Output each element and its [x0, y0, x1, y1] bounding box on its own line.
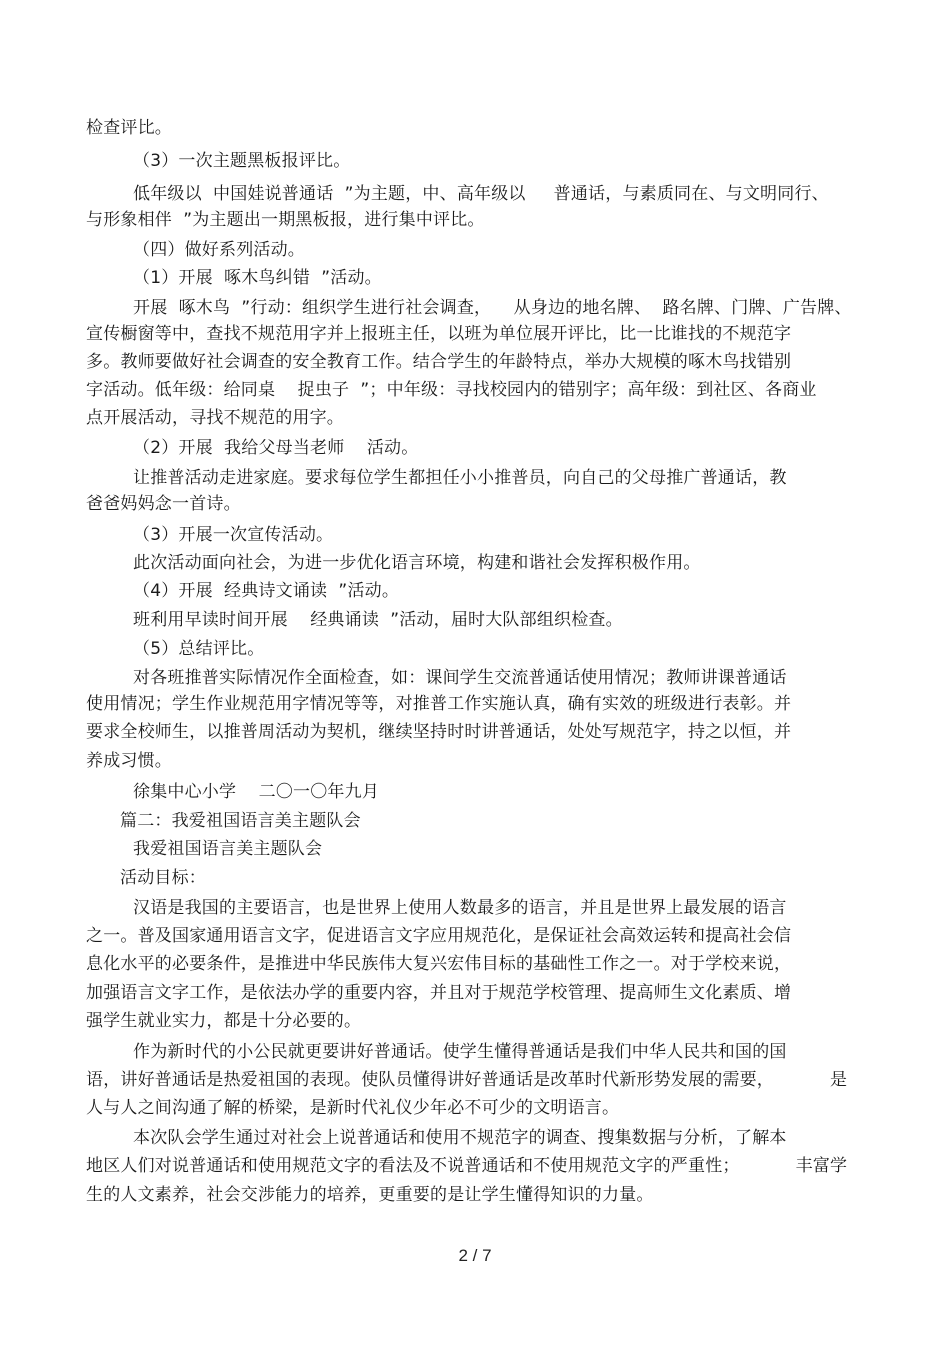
text-line: （2）开展 我给父母当老师 活动。 — [133, 438, 419, 458]
text-line: （4）开展 经典诗文诵读 ”活动。 — [133, 581, 400, 601]
text-line: 此次活动面向社会，为进一步优化语言环境，构建和谐社会发挥积极作用。 — [133, 553, 701, 573]
text-line: 低年级以 中国娃说普通话 ”为主题，中、高年级以 普通话，与素质同在、与文明同行、 — [133, 184, 829, 204]
text-line: 作为新时代的小公民就更要讲好普通话。使学生懂得普通话是我们中华人民共和国的国 — [133, 1042, 787, 1062]
text-line: 开展 啄木鸟 ”行动：组织学生进行社会调查， 从身边的地名牌、 路名牌、门牌、广告牌、 — [133, 298, 852, 318]
text-line: 汉语是我国的主要语言，也是世界上使用人数最多的语言，并且是世界上最发展的语言 — [133, 898, 787, 918]
text-line: 活动目标： — [120, 868, 206, 888]
article-heading: 篇二：我爱祖国语言美主题队会 — [120, 811, 361, 831]
text-line: 要求全校师生，以推普周活动为契机，继续坚持时时讲普通话，处处写规范字，持之以恒，并 — [86, 722, 792, 742]
section-heading: （四）做好系列活动。 — [133, 240, 305, 260]
text-line: 之一。普及国家通用语言文字，促进语言文字应用规范化，是保证社会高效运转和提高社会信 — [86, 926, 792, 946]
article-title: 我爱祖国语言美主题队会 — [133, 839, 323, 859]
page-number: 2 / 7 — [458, 1246, 492, 1265]
text-line: 字活动。低年级：给同桌 捉虫子 ”；中年级：寻找校园内的错别字；高年级：到社区、各商业 — [86, 380, 817, 400]
text-line: 养成习惯。 — [86, 751, 172, 771]
text-line: 多。教师要做好社会调查的安全教育工作。结合学生的年龄特点，举办大规模的啄木鸟找错别 — [86, 352, 792, 372]
text-line: 生的人文素养，社会交涉能力的培养，更重要的是让学生懂得知识的力量。 — [86, 1185, 654, 1205]
text-line: （3）开展一次宣传活动。 — [133, 525, 334, 545]
text-line: 人与人之间沟通了解的桥梁，是新时代礼仪少年必不可少的文明语言。 — [86, 1098, 620, 1118]
text-line: 检查评比。 — [86, 118, 172, 138]
text-line: 语，讲好普通话是热爱祖国的表现。使队员懂得讲好普通话是改革时代新形势发展的需要， 是 — [86, 1070, 848, 1090]
signature-line: 徐集中心小学 二〇一〇年九月 — [133, 782, 380, 802]
text-line: 宣传橱窗等中，查找不规范用字并上报班主任，以班为单位展开评比，比一比谁找的不规范字 — [86, 324, 792, 344]
text-line: 息化水平的必要条件，是推进中华民族伟大复兴宏伟目标的基础性工作之一。对于学校来说， — [86, 954, 792, 974]
text-line: 与形象相伴 ”为主题出一期黑板报，进行集中评比。 — [86, 210, 485, 230]
text-line: 点开展活动，寻找不规范的用字。 — [86, 408, 344, 428]
text-line: 对各班推普实际情况作全面检查，如：课间学生交流普通话使用情况；教师讲课普通话 — [133, 668, 787, 688]
text-line: 爸爸妈妈念一首诗。 — [86, 494, 241, 514]
text-line: 强学生就业实力，都是十分必要的。 — [86, 1011, 362, 1031]
text-line: （1）开展 啄木鸟纠错 ”活动。 — [133, 268, 382, 288]
text-line: 让推普活动走进家庭。要求每位学生都担任小小推普员，向自己的父母推广普通话，教 — [133, 468, 787, 488]
text-line: 使用情况；学生作业规范用字情况等等，对推普工作实施认真，确有实效的班级进行表彰。并 — [86, 694, 792, 714]
text-line: 班利用早读时间开展 经典诵读 ”活动，届时大队部组织检查。 — [133, 610, 623, 630]
text-line: （5）总结评比。 — [133, 639, 265, 659]
text-line: （3）一次主题黑板报评比。 — [133, 151, 351, 171]
text-line: 本次队会学生通过对社会上说普通话和使用不规范字的调查、搜集数据与分析，了解本 — [133, 1128, 787, 1148]
text-line: 加强语言文字工作，是依法办学的重要内容，并且对于规范学校管理、提高师生文化素质、增 — [86, 983, 792, 1003]
text-line: 地区人们对说普通话和使用规范文字的看法及不说普通话和不使用规范文字的严重性； 丰富学 — [86, 1156, 848, 1176]
